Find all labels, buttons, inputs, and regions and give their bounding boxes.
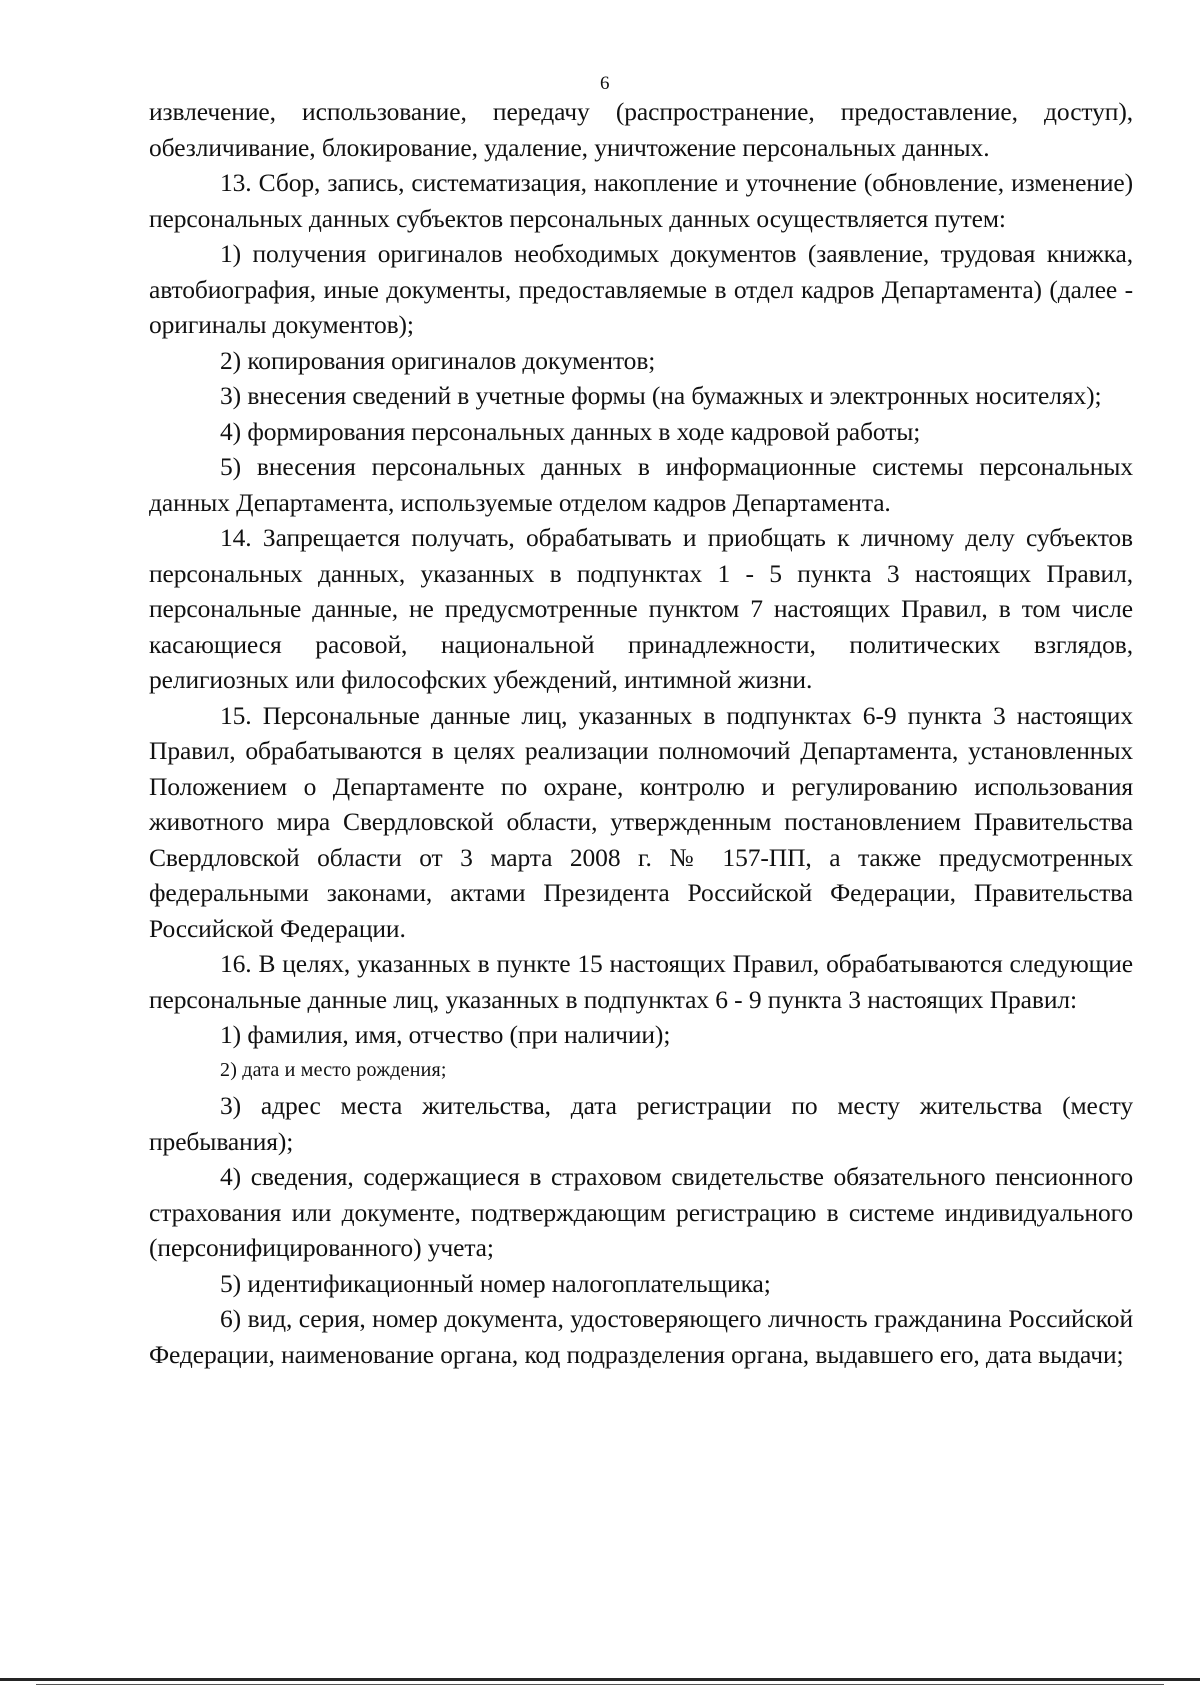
document-body xyxy=(149,94,1133,1372)
list-item-13-4: 4) формирования персональных данных в ходе кадровой работы; xyxy=(220,416,921,446)
list-item-16-2: 2) дата и место рождения; xyxy=(220,1058,447,1081)
list-item-16-4: 4) сведения, содержащиеся в страховом свидетельстве обязательного пенсионного страхования или документе, подтверждающим регистрацию в системе индивидуального (персонифицированного) учета; xyxy=(149,1162,1133,1262)
list-item-16-3: 3) адрес места жительства, дата регистрации по месту жительства (месту пребывания); xyxy=(149,1091,1133,1156)
paragraph-continuation: извлечение, использование, передачу (распространение, предоставление, доступ), обезличивание, блокирование, удаление, уничтожение персональных данных. xyxy=(149,97,1133,162)
list-item-16-1: 1) фамилия, имя, отчество (при наличии); xyxy=(220,1020,671,1049)
list-item-13-2: 2) копирования оригиналов документов; xyxy=(220,345,656,375)
list-item-13-5: 5) внесения персональных данных в информационные системы персональных данных Департамента, используемые отделом кадров Департамента. xyxy=(149,452,1133,517)
paragraph-16: 16. В целях, указанных в пункте 15 настоящих Правил, обрабатываются следующие персональные данные лиц, указанных в подпунктах 6 - 9 пункта 3 настоящих Правил: xyxy=(149,949,1133,1014)
paragraph-15: 15. Персональные данные лиц, указанных в подпунктах 6-9 пункта 3 настоящих Правил, обрабатываются в целях реализации полномочий Департамента, установленных Положением о Департаменте по охране, контролю и регулированию использования животного мира Свердловской области, утвержденным постановлением Правительства Свердловской области от 3 марта 2008 г. № 157-ПП, а также предусмотренных федеральными законами, актами Президента Российской Федерации, Правительства Российской Федерации. xyxy=(149,700,1133,943)
bottom-scan-edge-line xyxy=(0,1678,1200,1681)
paragraph-14: 14. Запрещается получать, обрабатывать и приобщать к личному делу субъектов персональных данных, указанных в подпунктах 1 - 5 пункта 3 настоящих Правил, персональные данные, не предусмотренные пунктом 7 настоящих Правил, в том числе касающиеся расовой, национальной принадлежности, политических взглядов, религиозных или философских убеждений, интимной жизни. xyxy=(149,523,1133,694)
list-item-13-3: 3) внесения сведений в учетные формы (на бумажных и электронных носителях); xyxy=(220,381,1102,410)
list-item-13-1: 1) получения оригиналов необходимых документов (заявление, трудовая книжка, автобиография, иные документы, предоставляемые в отдел кадров Департамента) (далее - оригиналы документов); xyxy=(149,239,1133,339)
list-item-16-5: 5) идентификационный номер налогоплательщика; xyxy=(220,1268,771,1298)
list-item-16-6: 6) вид, серия, номер документа, удостоверяющего личность гражданина Российской Федерации, наименование органа, код подразделения органа, выдавшего его, дата выдачи; xyxy=(149,1304,1133,1369)
bottom-scan-edge-thin-line xyxy=(36,1684,1164,1685)
paragraph-13: 13. Сбор, запись, систематизация, накопление и уточнение (обновление, изменение) персональных данных субъектов персональных данных осуществляется путем: xyxy=(149,168,1133,233)
page-number: 6 xyxy=(600,73,610,94)
